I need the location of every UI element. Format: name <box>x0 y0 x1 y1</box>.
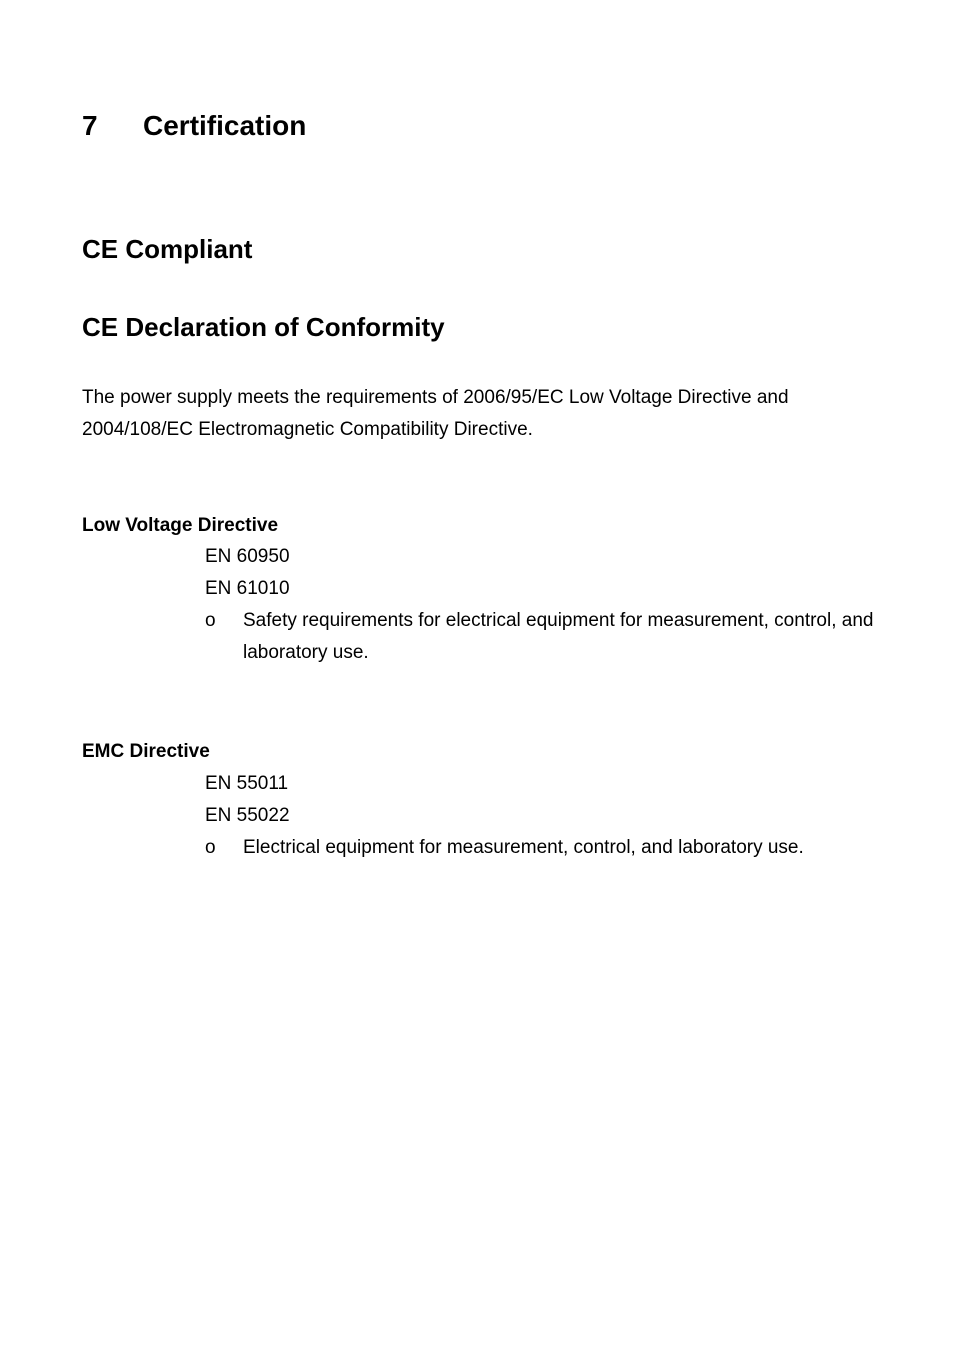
lv-standard-2: EN 61010 <box>205 578 290 599</box>
emc-standard-2: EN 55022 <box>205 805 290 826</box>
ce-declaration-heading: CE Declaration of Conformity <box>82 312 445 342</box>
bullet-marker: o <box>205 837 216 858</box>
lv-bullet-text: Safety requirements for electrical equipment for measurement, control, and laboratory use. <box>243 610 874 663</box>
chapter-title: Certification <box>143 110 307 141</box>
lv-bullet-item <box>205 605 905 669</box>
intro-paragraph: The power supply meets the requirements of 2006/95/EC Low Voltage Directive and 2004/108/EC Electromagnetic Compatibility Directive. <box>82 387 789 440</box>
chapter-number: 7 <box>82 110 98 141</box>
chapter-heading <box>82 110 482 142</box>
bullet-marker: o <box>205 610 216 631</box>
emc-bullet-text: Electrical equipment for measurement, control, and laboratory use. <box>243 837 804 858</box>
emc-heading: EMC Directive <box>82 741 210 762</box>
emc-standard-1: EN 55011 <box>205 773 289 794</box>
emc-bullet-item <box>205 832 905 864</box>
lv-standard-1: EN 60950 <box>205 546 290 567</box>
ce-compliant-heading: CE Compliant <box>82 234 253 264</box>
low-voltage-heading: Low Voltage Directive <box>82 515 279 536</box>
